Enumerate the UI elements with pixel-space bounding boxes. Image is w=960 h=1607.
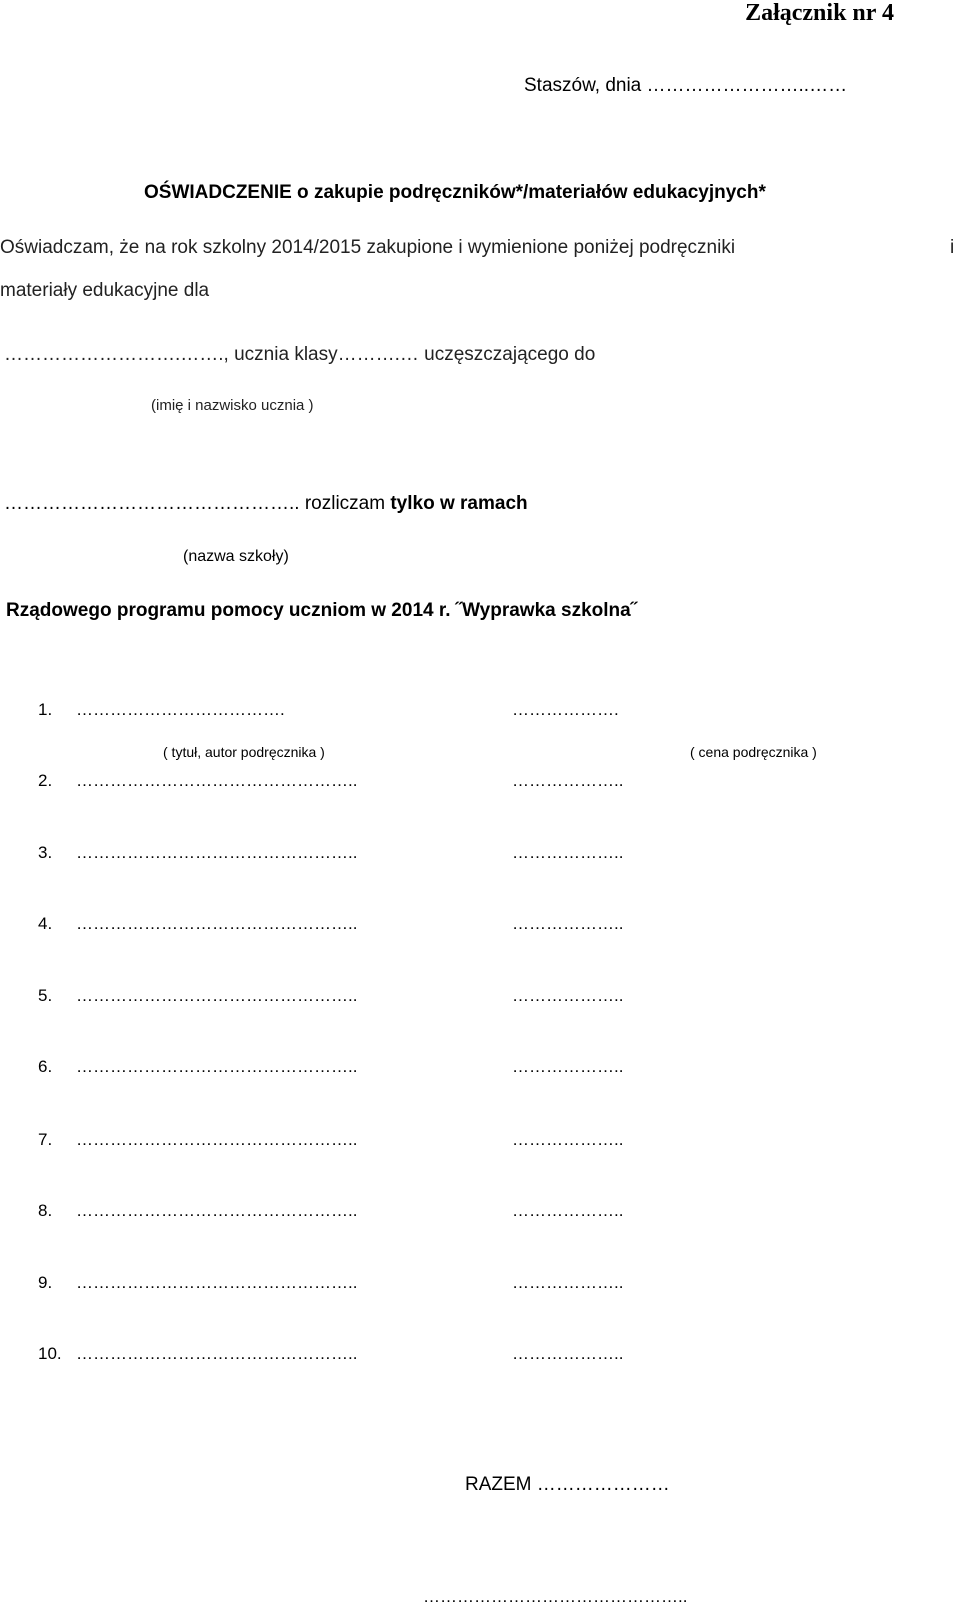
item-price-blank: ……………….. xyxy=(512,1130,624,1149)
document-title: OŚWIADCZENIE o zakupie podręczników*/materiałów edukacyjnych* xyxy=(144,182,766,203)
declaration-line-3: ……………………….……., ucznia klasy……….… uczęszczającego do xyxy=(4,344,596,365)
item-price-blank: ……………….. xyxy=(512,914,624,933)
item-number: 10. xyxy=(38,1344,62,1363)
school-blank: ……………………………………….. rozliczam xyxy=(4,493,391,514)
student-name-hint: (imię i nazwisko ucznia ) xyxy=(151,397,314,414)
item-title-blank: ………………………………………….. xyxy=(76,1057,358,1076)
item-title-blank: ………………………………. xyxy=(76,700,285,719)
item-number: 7. xyxy=(38,1130,53,1149)
item-number: 3. xyxy=(38,843,53,862)
signature-line: ……………………………………….. xyxy=(423,1587,688,1606)
item-title-blank: ………………………………………….. xyxy=(76,843,358,862)
item-title-blank: ………………………………………….. xyxy=(76,914,358,933)
program-name: Rządowego programu pomocy uczniom w 2014 r. ˝Wyprawka szkolna˝ xyxy=(6,600,638,621)
item-price-blank: ……………….. xyxy=(512,1273,624,1292)
title-column-hint: ( tytuł, autor podręcznika ) xyxy=(163,744,325,760)
item-price-blank: ……………….. xyxy=(512,1344,624,1363)
item-number: 8. xyxy=(38,1201,53,1220)
total-label: RAZEM ………………… xyxy=(465,1474,670,1495)
item-title-blank: ………………………………………….. xyxy=(76,1201,358,1220)
item-price-blank: ……………….. xyxy=(512,986,624,1005)
annex-label: Załącznik nr 4 xyxy=(745,0,894,26)
declaration-line-1-end: i xyxy=(950,237,955,258)
item-price-blank: ……………….. xyxy=(512,771,624,790)
item-price-blank: ……………….. xyxy=(512,1201,624,1220)
item-number: 5. xyxy=(38,986,53,1005)
declaration-line-1: Oświadczam, że na rok szkolny 2014/2015 zakupione i wymienione poniżej podręczniki xyxy=(0,237,736,258)
place-date: Staszów, dnia ……………………..…… xyxy=(524,75,848,96)
item-price-blank: ………………. xyxy=(512,700,619,719)
item-title-blank: ………………………………………….. xyxy=(76,1273,358,1292)
declaration-line-2: materiały edukacyjne dla xyxy=(0,280,210,301)
item-number: 9. xyxy=(38,1273,53,1292)
item-number: 2. xyxy=(38,771,53,790)
item-number: 4. xyxy=(38,914,53,933)
item-title-blank: ………………………………………….. xyxy=(76,1344,358,1363)
item-price-blank: ……………….. xyxy=(512,843,624,862)
item-price-blank: ……………….. xyxy=(512,1057,624,1076)
settlement-scope: tylko w ramach xyxy=(390,493,528,514)
declaration-line-4 xyxy=(4,493,528,515)
item-title-blank: ………………………………………….. xyxy=(76,1130,358,1149)
item-number: 6. xyxy=(38,1057,53,1076)
item-title-blank: ………………………………………….. xyxy=(76,986,358,1005)
school-name-hint: (nazwa szkoły) xyxy=(183,548,289,565)
item-title-blank: ………………………………………….. xyxy=(76,771,358,790)
item-number: 1. xyxy=(38,700,53,719)
price-column-hint: ( cena podręcznika ) xyxy=(690,744,817,760)
